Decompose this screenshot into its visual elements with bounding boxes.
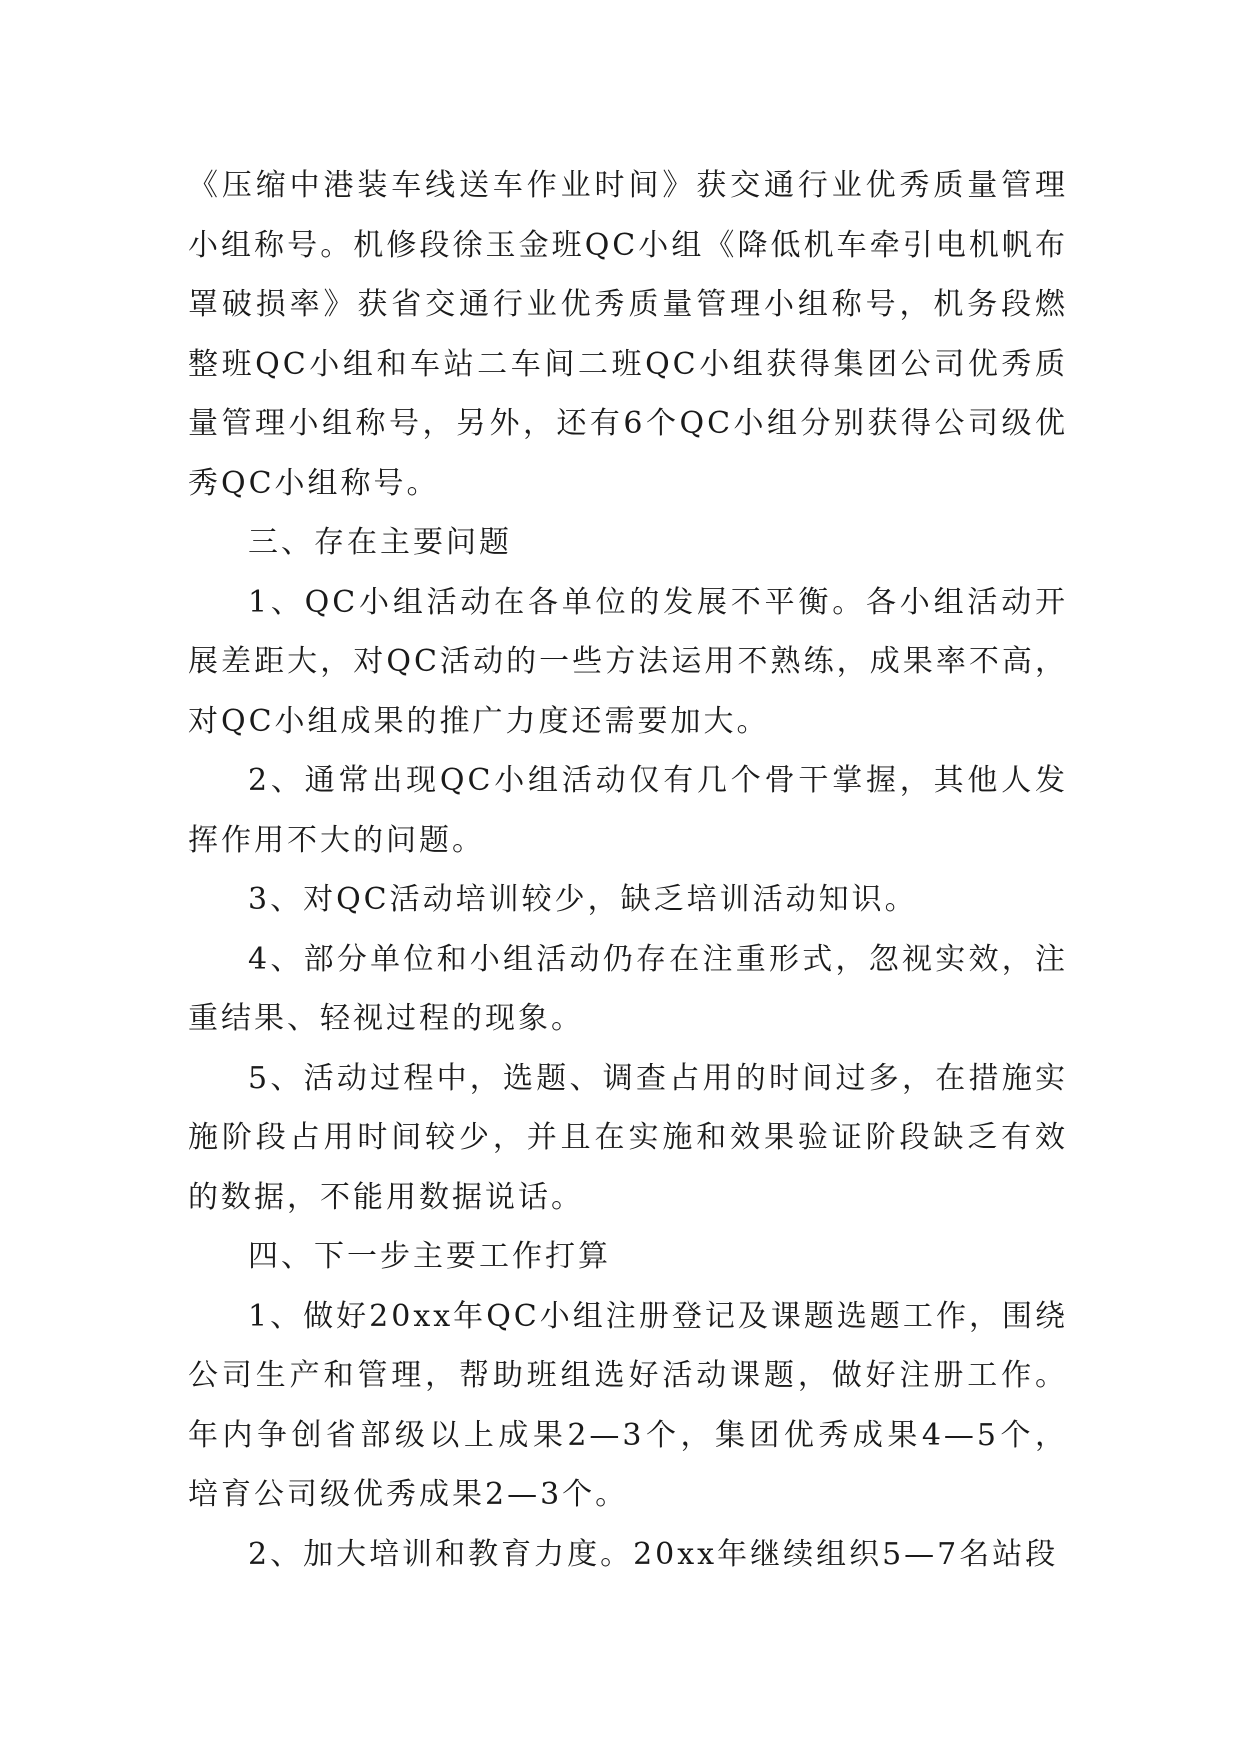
document-body xyxy=(188,156,1068,1584)
section-heading-problems: 三、存在主要问题 xyxy=(248,525,512,560)
problem-item-4: 4、部分单位和小组活动仍存在注重形式，忽视实效，注重结果、轻视过程的现象。 xyxy=(188,941,1068,1036)
problem-item-5: 5、活动过程中，选题、调查占用的时间过多，在措施实施阶段占用时间较少，并且在实施和效果验证阶段缺乏有效的数据，不能用数据说话。 xyxy=(188,1060,1068,1215)
section-heading-next-steps: 四、下一步主要工作打算 xyxy=(248,1239,611,1274)
problem-item-3: 3、对QC活动培训较少，缺乏培训活动知识。 xyxy=(248,882,918,917)
plan-item-1: 1、做好20xx年QC小组注册登记及课题选题工作，围绕公司生产和管理，帮助班组选好活动课题，做好注册工作。年内争创省部级以上成果2—3个，集团优秀成果4—5个，培育公司级优秀成果2—3个。 xyxy=(188,1298,1068,1512)
problem-item-1: 1、QC小组活动在各单位的发展不平衡。各小组活动开展差距大，对QC活动的一些方法运用不熟练，成果率不高，对QC小组成果的推广力度还需要加大。 xyxy=(188,584,1068,739)
plan-item-2: 2、加大培训和教育力度。20xx年继续组织5—7名站段 xyxy=(248,1536,1059,1572)
paragraph-award-summary: 《压缩中港装车线送车作业时间》获交通行业优秀质量管理小组称号。机修段徐玉金班QC小组《降低机车牵引电机帆布罩破损率》获省交通行业优秀质量管理小组称号，机务段燃整班QC小组和车站二车间二班QC小组获得集团公司优秀质量管理小组称号，另外，还有6个QC小组分别获得公司级优秀QC小组称号。 xyxy=(188,168,1068,501)
problem-item-2: 2、通常出现QC小组活动仅有几个骨干掌握，其他人发挥作用不大的问题。 xyxy=(188,763,1068,858)
